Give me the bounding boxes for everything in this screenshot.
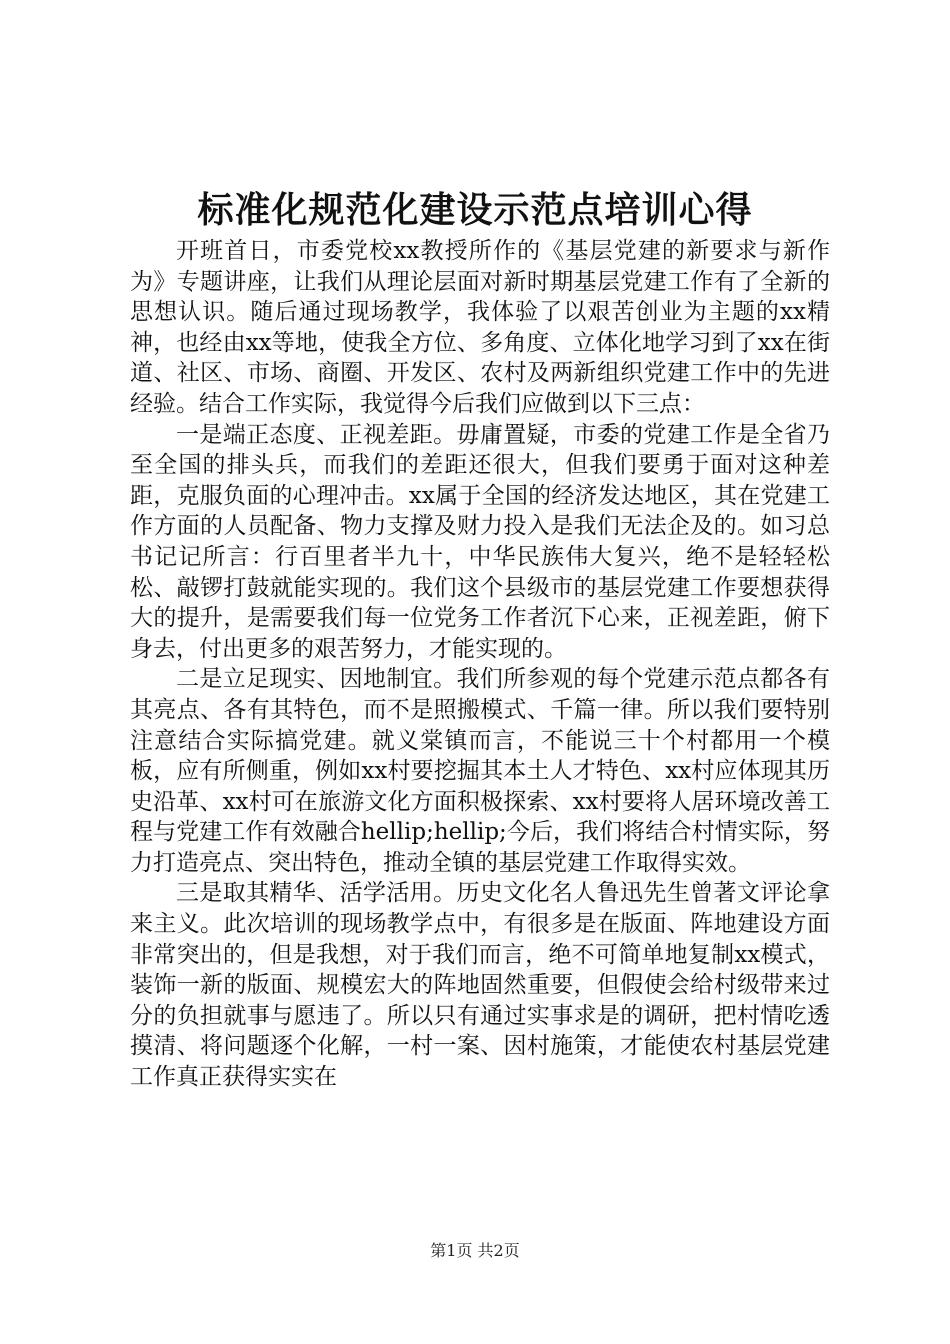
- body-paragraph: 开班首日，市委党校xx教授所作的《基层党建的新要求与新作为》专题讲座，让我们从理论层面对新时期基层党建工作有了全新的思想认识。随后通过现场教学，我体验了以艰苦创业为主题的xx精神，也经由xx等地，使我全方位、多角度、立体化地学习到了xx在街道、社区、市场、商圈、开发区、农村及两新组织党建工作中的先进经验。结合工作实际，我觉得今后我们应做到以下三点：: [130, 238, 830, 417]
- body-paragraph: 三是取其精华、活学活用。历史文化名人鲁迅先生曾著文评论拿来主义。此次培训的现场教学点中，有很多是在版面、阵地建设方面非常突出的，但是我想，对于我们而言，绝不可简单地复制xx模式，装饰一新的版面、规模宏大的阵地固然重要，但假使会给村级带来过分的负担就事与愿违了。所以只有通过实事求是的调研，把村情吃透摸清、将问题逐个化解，一村一案、因村施策，才能使农村基层党建工作真正获得实实在: [130, 880, 830, 1091]
- body-paragraph: 二是立足现实、因地制宜。我们所参观的每个党建示范点都各有其亮点、各有其特色，而不是照搬模式、千篇一律。所以我们要特别注意结合实际搞党建。就义棠镇而言，不能说三十个村都用一个模板，应有所侧重，例如xx村要挖掘其本土人才特色、xx村应体现其历史沿革、xx村可在旅游文化方面积极探索、xx村要将人居环境改善工程与党建工作有效融合hellip;hellip;今后，我们将结合村情实际，努力打造亮点、突出特色，推动全镇的基层党建工作取得实效。: [130, 666, 830, 876]
- page-number-footer: 第1页 共2页: [430, 1241, 520, 1260]
- document-title: 标准化规范化建设示范点培训心得: [197, 189, 753, 231]
- body-paragraph: 一是端正态度、正视差距。毋庸置疑，市委的党建工作是全省乃至全国的排头兵，而我们的差距还很大，但我们要勇于面对这种差距，克服负面的心理冲击。xx属于全国的经济发达地区，其在党建工作方面的人员配备、物力支撑及财力投入是我们无法企及的。如习总书记记所言：行百里者半九十，中华民族伟大复兴，绝不是轻轻松松、敲锣打鼓就能实现的。我们这个县级市的基层党建工作要想获得大的提升，是需要我们每一位党务工作者沉下心来，正视差距，俯下身去，付出更多的艰苦努力，才能实现的。: [130, 421, 830, 662]
- document-body: [130, 236, 830, 1093]
